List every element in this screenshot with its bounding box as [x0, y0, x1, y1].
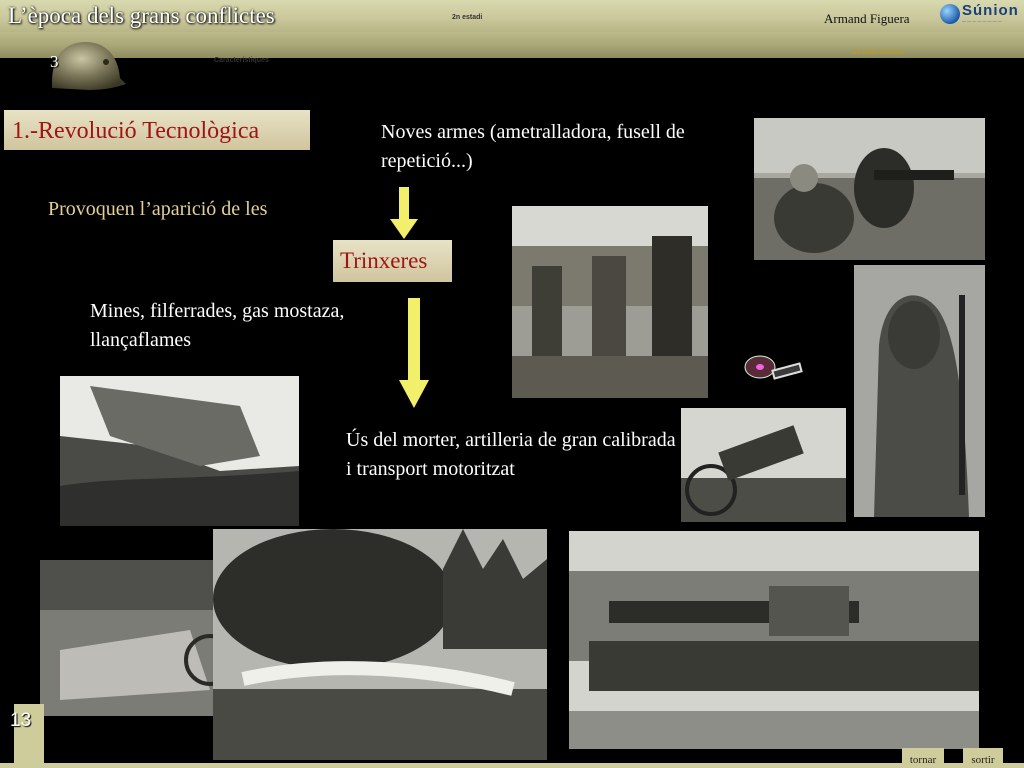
artillery-text: Ús del morter, artilleria de gran calibrada i transport motoritzat — [346, 429, 676, 480]
provoke-text: Provoquen l’aparició de les — [48, 198, 268, 220]
arrow-down-icon — [390, 187, 418, 244]
back-button[interactable]: tornar — [902, 748, 944, 768]
photo-artillery — [681, 408, 846, 522]
film-reel-icon[interactable] — [742, 352, 804, 382]
photo-tank — [60, 376, 299, 526]
slide-heading: 1.-Revolució Tecnològica — [4, 110, 310, 150]
mines-text: Mines, filferrades, gas mostaza, llançaflames — [90, 300, 345, 351]
photo-gas-mask-soldier — [854, 265, 985, 517]
photo-railway-gun — [569, 531, 979, 749]
photo-light-tank — [40, 560, 233, 716]
nav-link-great-war[interactable]: La Gran Guerra — [852, 49, 904, 56]
globe-icon — [940, 4, 960, 24]
nav-link-characteristics[interactable]: Característiques — [214, 57, 269, 64]
logo-subtext: — — — — — — — — — [962, 18, 1002, 23]
chapter-number: 3 — [50, 52, 59, 71]
trenches-label: Trinxeres — [333, 240, 452, 282]
arrow-down-icon — [399, 298, 429, 413]
exit-button[interactable]: sortir — [963, 748, 1003, 768]
photo-machine-gun — [754, 118, 985, 260]
author-name: Armand Figuera — [824, 11, 910, 26]
logo-text: Súnion — [962, 2, 1019, 19]
app-title: L’època dels grans conflictes — [8, 3, 275, 28]
footer-line — [0, 763, 1024, 768]
weapons-text: Noves armes (ametralladora, fusell de repetició...) — [381, 121, 685, 172]
photo-trenches — [512, 206, 708, 398]
page-number: 13 — [10, 710, 32, 731]
sunion-logo — [940, 2, 1020, 26]
nav-link-stage[interactable]: 2n estadi — [452, 14, 483, 21]
photo-flamethrower — [213, 529, 547, 760]
